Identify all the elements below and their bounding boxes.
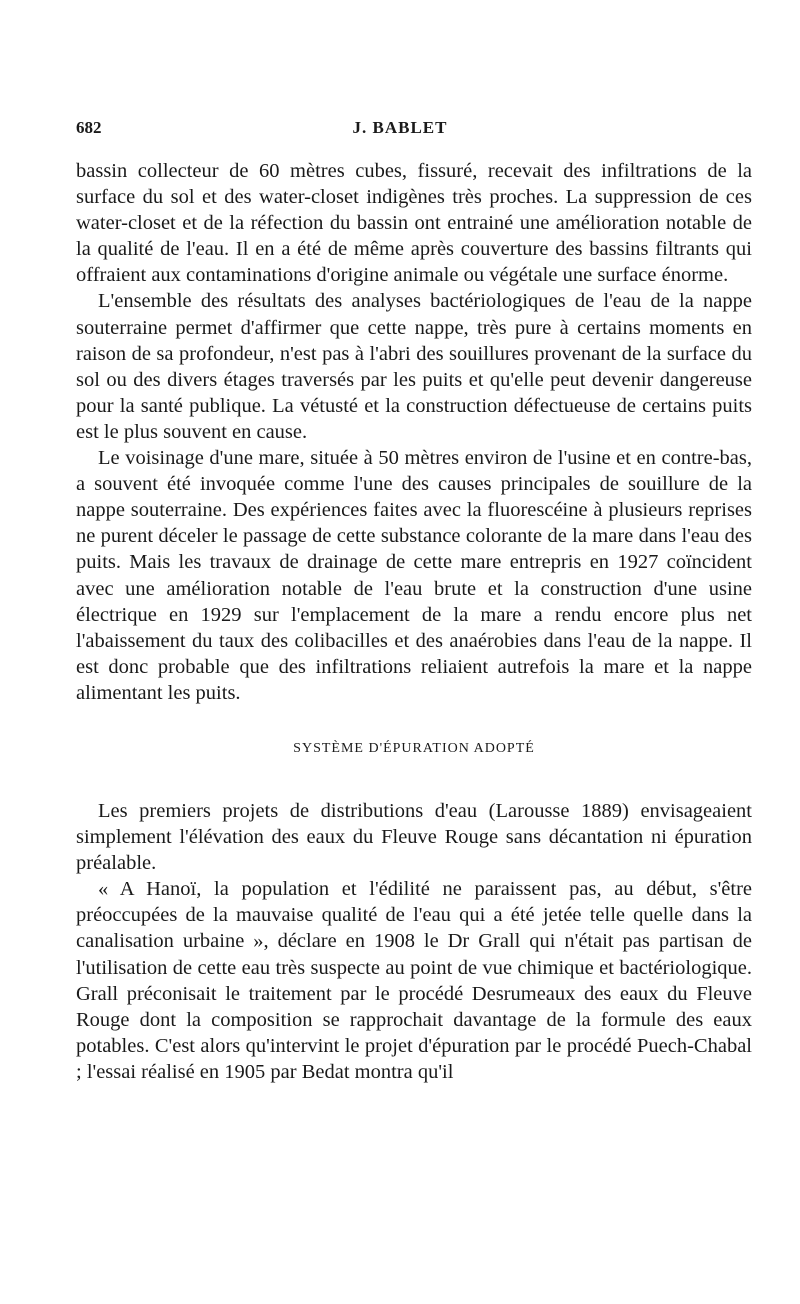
- paragraph-mare: Le voisinage d'une mare, située à 50 mètres environ de l'usine et en contre-bas, a souvent été invoquée comme l'une des causes principales de souillure de la nappe souterraine. Des expériences faites avec la fluorescéine à plusieurs reprises ne purent déceler le passage de cette substance colorante de la mare dans l'eau des puits. Mais les travaux de drainage de cette mare entrepris en 1927 coïncident avec une amélioration notable de l'eau brute et la construction d'une usine électrique en 1929 sur l'emplacement de la mare a rendu encore plus net l'abaissement du taux des colibacilles et des anaérobies dans l'eau de la nappe. Il est donc probable que des infiltrations reliaient autrefois la mare et la nappe alimentant les puits.: [76, 447, 752, 704]
- page-number: 682: [76, 118, 102, 137]
- running-head-author: J. BABLET: [352, 118, 448, 137]
- body-text: [76, 158, 752, 1085]
- section-heading: SYSTÈME D'ÉPURATION ADOPTÉ: [293, 740, 535, 756]
- paragraph-hanoi-quote: « A Hanoï, la population et l'édilité ne paraissent pas, au début, s'être préoccupées de la mauvaise qualité de l'eau qui a été jetée telle quelle dans la canalisation urbaine », déclare en 1908 le Dr Grall qui n'était pas partisan de l'utilisation de cette eau très suspecte au point de vue chimique et bactériologique. Grall préconisait le traitement par le procédé Desrumeaux des eaux du Fleuve Rouge dont la composition se rapprochait davantage de la formule des eaux potables. C'est alors qu'intervint le projet d'épuration par le procédé Puech-Chabal ; l'essai réalisé en 1905 par Bedat montra qu'il: [76, 878, 752, 1083]
- paragraph-projets: Les premiers projets de distributions d'eau (Larousse 1889) envisageaient simplement l'élévation des eaux du Fleuve Rouge sans décantation ni épuration préalable.: [76, 799, 752, 875]
- paragraph-continued: bassin collecteur de 60 mètres cubes, fissuré, recevait des infiltrations de la surface du sol et des water-closet indigènes très proches. La suppression de ces water-closet et de la réfection du bassin ont entrainé une amélioration notable de la qualité de l'eau. Il en a été de même après couverture des bassins filtrants qui offraient aux contaminations d'origine animale ou végétale une surface énorme.: [76, 160, 752, 287]
- paragraph-nappe-results: L'ensemble des résultats des analyses bactériologiques de l'eau de la nappe souterraine permet d'affirmer que cette nappe, très pure à certains moments en raison de sa profondeur, n'est pas à l'abri des souillures provenant de la surface du sol ou des divers étages traversés par les puits et qu'elle peut devenir dangereuse pour la santé publique. La vétusté et la construction défectueuse de certains puits est le plus souvent en cause.: [76, 290, 752, 443]
- running-header: [0, 118, 800, 148]
